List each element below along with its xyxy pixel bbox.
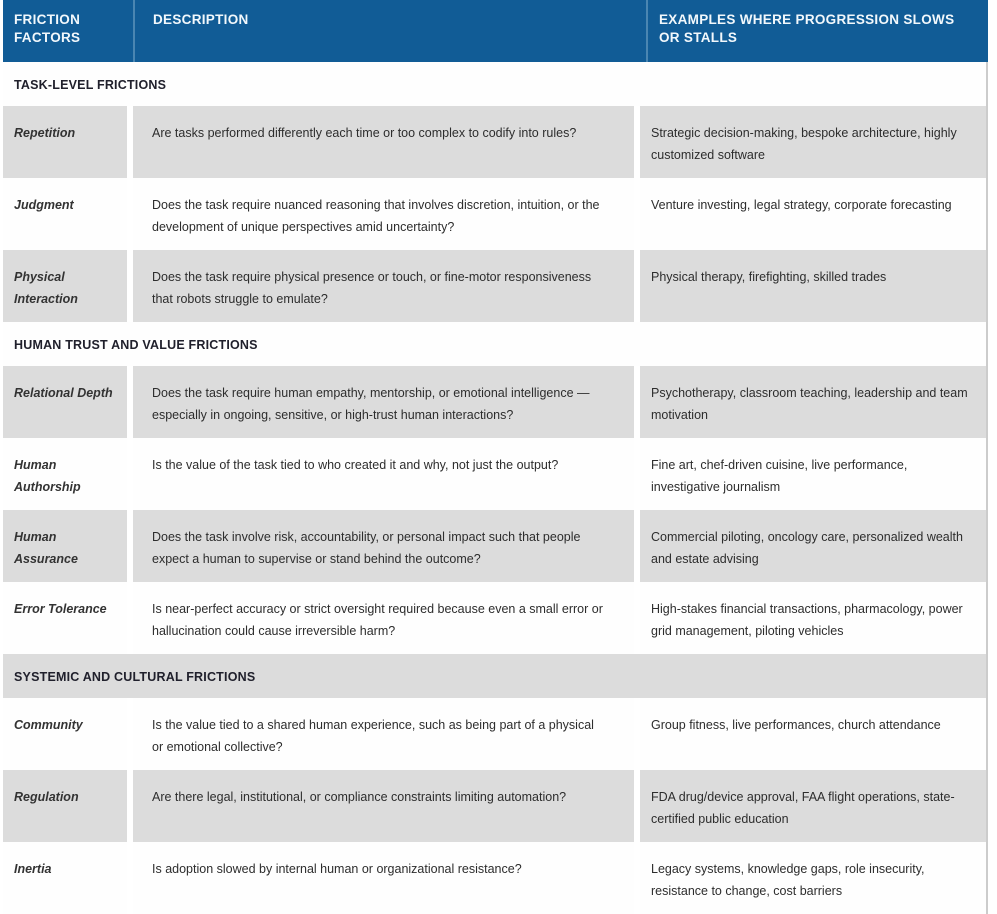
table-row-community xyxy=(3,698,986,770)
table-header-row xyxy=(3,0,988,62)
column-header-friction-factors: FRICTION FACTORS xyxy=(14,12,81,46)
section-header-systemic-and-cultural-frictions: SYSTEMIC AND CULTURAL FRICTIONS xyxy=(3,654,986,698)
description-cell: Is the value tied to a shared human experience, such as being part of a physical or emotional collective? xyxy=(133,698,634,770)
section-header-human-trust-and-value-frictions: HUMAN TRUST AND VALUE FRICTIONS xyxy=(3,322,986,366)
description-cell: Does the task require human empathy, mentorship, or emotional intelligence — especially in ongoing, sensitive, or high-trust human interactions? xyxy=(133,366,634,438)
table-body xyxy=(3,62,988,914)
table-row-error-tolerance xyxy=(3,582,986,654)
table-row-judgment xyxy=(3,178,986,250)
description-cell: Are tasks performed differently each time or too complex to codify into rules? xyxy=(133,106,634,178)
table-row-regulation xyxy=(3,770,986,842)
column-header-examples: EXAMPLES WHERE PROGRESSION SLOWS OR STALLS xyxy=(646,0,988,62)
description-cell: Does the task require physical presence or touch, or fine-motor responsiveness that robots struggle to emulate? xyxy=(133,250,634,322)
factor-name-cell: Inertia xyxy=(3,842,127,914)
factor-name-cell: Community xyxy=(3,698,127,770)
factor-name-cell: Judgment xyxy=(3,178,127,250)
examples-cell: FDA drug/device approval, FAA flight operations, state-certified public education xyxy=(640,770,986,842)
table-row-repetition xyxy=(3,106,986,178)
examples-cell: Fine art, chef-driven cuisine, live performance, investigative journalism xyxy=(640,438,986,510)
description-cell: Is the value of the task tied to who created it and why, not just the output? xyxy=(133,438,634,510)
factor-name-cell: Regulation xyxy=(3,770,127,842)
examples-cell: Group fitness, live performances, church attendance xyxy=(640,698,986,770)
factor-name-cell: Human Assurance xyxy=(3,510,127,582)
factor-name-cell: Human Authorship xyxy=(3,438,127,510)
examples-cell: Venture investing, legal strategy, corporate forecasting xyxy=(640,178,986,250)
factor-name-cell: Physical Interaction xyxy=(3,250,127,322)
table-row-relational-depth xyxy=(3,366,986,438)
examples-cell: Legacy systems, knowledge gaps, role insecurity, resistance to change, cost barriers xyxy=(640,842,986,914)
description-cell: Does the task require nuanced reasoning that involves discretion, intuition, or the development of unique perspectives amid uncertainty? xyxy=(133,178,634,250)
table-row-physical-interaction xyxy=(3,250,986,322)
friction-factors-table xyxy=(3,0,988,914)
factor-name-cell: Relational Depth xyxy=(3,366,127,438)
examples-cell: Strategic decision-making, bespoke architecture, highly customized software xyxy=(640,106,986,178)
examples-cell: Physical therapy, firefighting, skilled trades xyxy=(640,250,986,322)
column-header-description: DESCRIPTION xyxy=(133,0,646,62)
factor-name-cell: Error Tolerance xyxy=(3,582,127,654)
examples-cell: Psychotherapy, classroom teaching, leadership and team motivation xyxy=(640,366,986,438)
description-cell: Are there legal, institutional, or compliance constraints limiting automation? xyxy=(133,770,634,842)
table-row-human-assurance xyxy=(3,510,986,582)
table-row-inertia xyxy=(3,842,986,914)
table-row-human-authorship xyxy=(3,438,986,510)
description-cell: Is near-perfect accuracy or strict oversight required because even a small error or hallucination could cause irreversible harm? xyxy=(133,582,634,654)
examples-cell: High-stakes financial transactions, pharmacology, power grid management, piloting vehicles xyxy=(640,582,986,654)
examples-cell: Commercial piloting, oncology care, personalized wealth and estate advising xyxy=(640,510,986,582)
factor-name-cell: Repetition xyxy=(3,106,127,178)
description-cell: Does the task involve risk, accountability, or personal impact such that people expect a human to supervise or stand behind the outcome? xyxy=(133,510,634,582)
description-cell: Is adoption slowed by internal human or organizational resistance? xyxy=(133,842,634,914)
section-header-task-level-frictions: TASK-LEVEL FRICTIONS xyxy=(3,62,986,106)
